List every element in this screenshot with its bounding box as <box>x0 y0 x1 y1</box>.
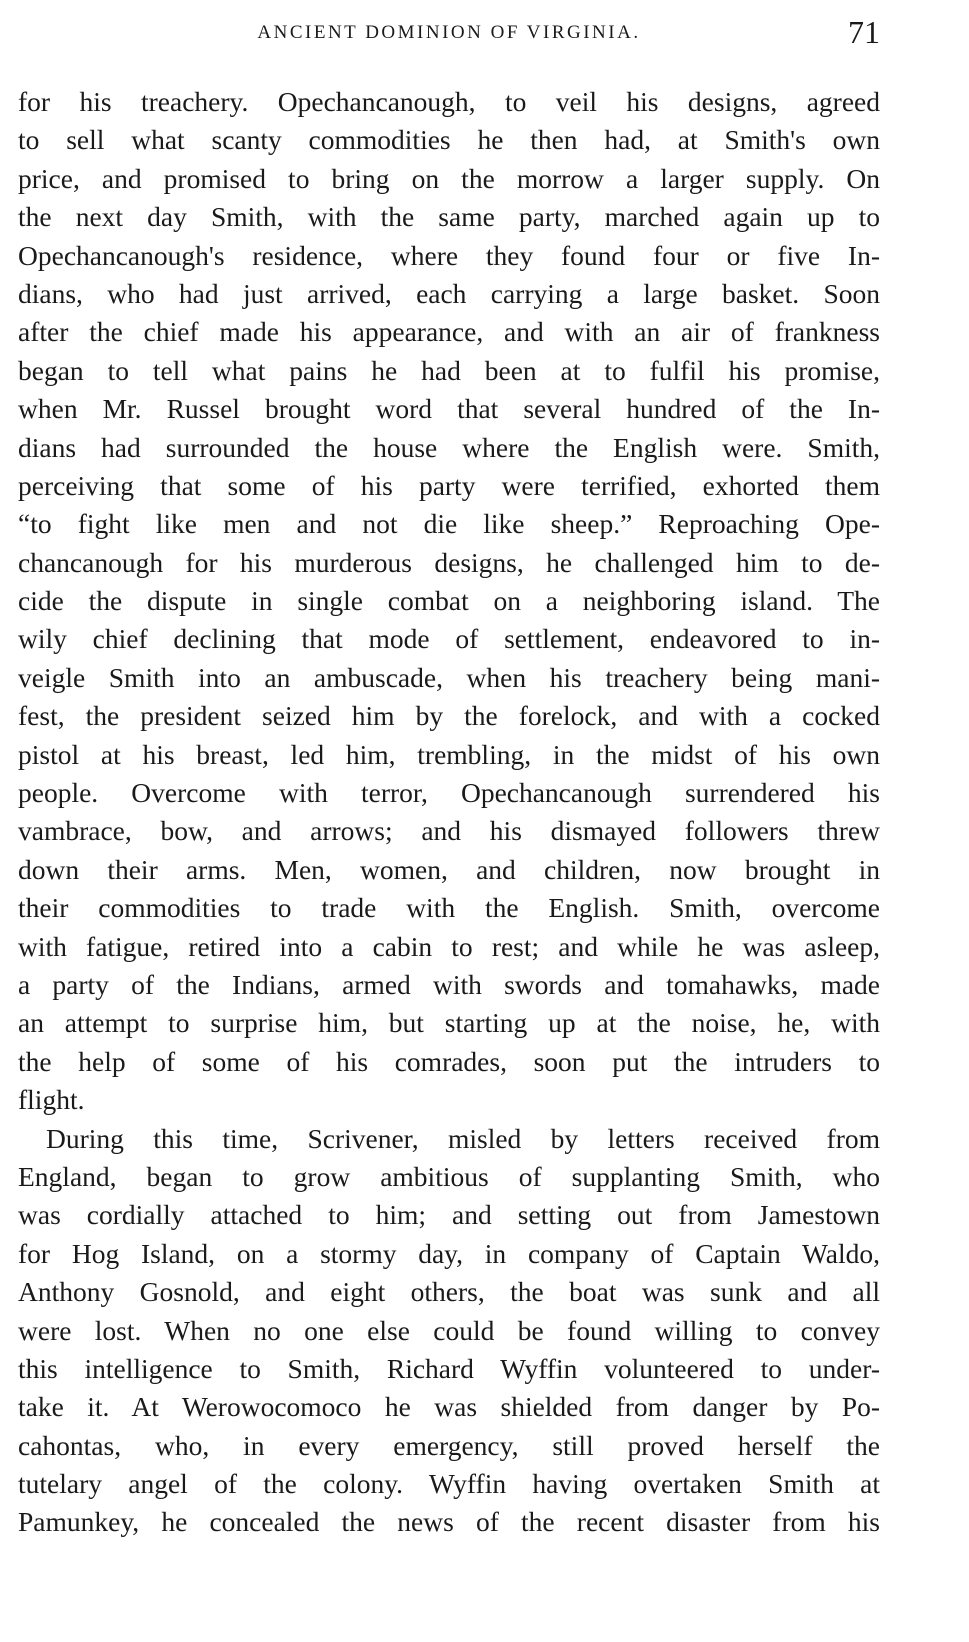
text-line: veigle Smith into an ambuscade, when his treachery being mani- <box>18 661 880 693</box>
text-line: vambrace, bow, and arrows; and his dismayed followers threw <box>18 815 880 847</box>
paragraph-start-line: During this time, Scrivener, misled by letters received from <box>46 1122 880 1154</box>
text-line: to sell what scanty commodities he then had, at Smith's own <box>18 124 880 156</box>
text-line: Pamunkey, he concealed the news of the recent disaster from his <box>18 1506 880 1538</box>
text-line: for Hog Island, on a stormy day, in company of Captain Waldo, <box>18 1237 880 1269</box>
text-line: tutelary angel of the colony. Wyffin having overtaken Smith at <box>18 1468 880 1500</box>
text-line: Anthony Gosnold, and eight others, the boat was sunk and all <box>18 1276 880 1308</box>
text-line: perceiving that some of his party were terrified, exhorted them <box>18 469 880 501</box>
text-line: dians, who had just arrived, each carrying a large basket. Soon <box>18 277 880 309</box>
text-line: an attempt to surprise him, but starting up at the noise, he, with <box>18 1007 880 1039</box>
text-line: cide the dispute in single combat on a neighboring island. The <box>18 585 880 617</box>
body-text <box>18 83 880 1542</box>
text-line: wily chief declining that mode of settlement, endeavored to in- <box>18 623 880 655</box>
running-title: ANCIENT DOMINION OF VIRGINIA. <box>257 22 641 43</box>
text-line: the next day Smith, with the same party, marched again up to <box>18 201 880 233</box>
text-line: down their arms. Men, women, and children, now brought in <box>18 853 880 885</box>
text-line: was cordially attached to him; and setting out from Jamestown <box>18 1199 880 1231</box>
text-line: began to tell what pains he had been at to fulfil his promise, <box>18 354 880 386</box>
text-line: the help of some of his comrades, soon put the intruders to <box>18 1045 880 1077</box>
text-line: pistol at his breast, led him, trembling, in the midst of his own <box>18 738 880 770</box>
text-line: when Mr. Russel brought word that several hundred of the In- <box>18 393 880 425</box>
text-line: chancanough for his murderous designs, he challenged him to de- <box>18 546 880 578</box>
text-line: for his treachery. Opechancanough, to veil his designs, agreed <box>18 86 880 117</box>
text-line: dians had surrounded the house where the English were. Smith, <box>18 431 880 463</box>
text-line: this intelligence to Smith, Richard Wyffin volunteered to under- <box>18 1352 880 1384</box>
paragraph-end-line: flight. <box>18 1084 85 1116</box>
text-line: “to fight like men and not die like sheep.” Reproaching Ope- <box>18 508 880 540</box>
text-line: with fatigue, retired into a cabin to rest; and while he was asleep, <box>18 930 880 962</box>
running-header <box>18 12 880 52</box>
text-line: take it. At Werowocomoco he was shielded from danger by Po- <box>18 1391 880 1423</box>
text-line: after the chief made his appearance, and with an air of frankness <box>18 316 880 348</box>
text-line: fest, the president seized him by the forelock, and with a cocked <box>18 700 880 732</box>
text-line: price, and promised to bring on the morrow a larger supply. On <box>18 162 880 194</box>
text-line: people. Overcome with terror, Opechancanough surrendered his <box>18 777 880 809</box>
text-line: a party of the Indians, armed with swords and tomahawks, made <box>18 968 880 1000</box>
text-line: cahontas, who, in every emergency, still proved herself the <box>18 1429 880 1461</box>
text-line: their commodities to trade with the English. Smith, overcome <box>18 892 880 924</box>
text-line: Opechancanough's residence, where they found four or five In- <box>18 239 880 271</box>
page-number: 71 <box>848 14 880 50</box>
text-line: England, began to grow ambitious of supplanting Smith, who <box>18 1160 880 1192</box>
text-line: were lost. When no one else could be found willing to convey <box>18 1314 880 1346</box>
